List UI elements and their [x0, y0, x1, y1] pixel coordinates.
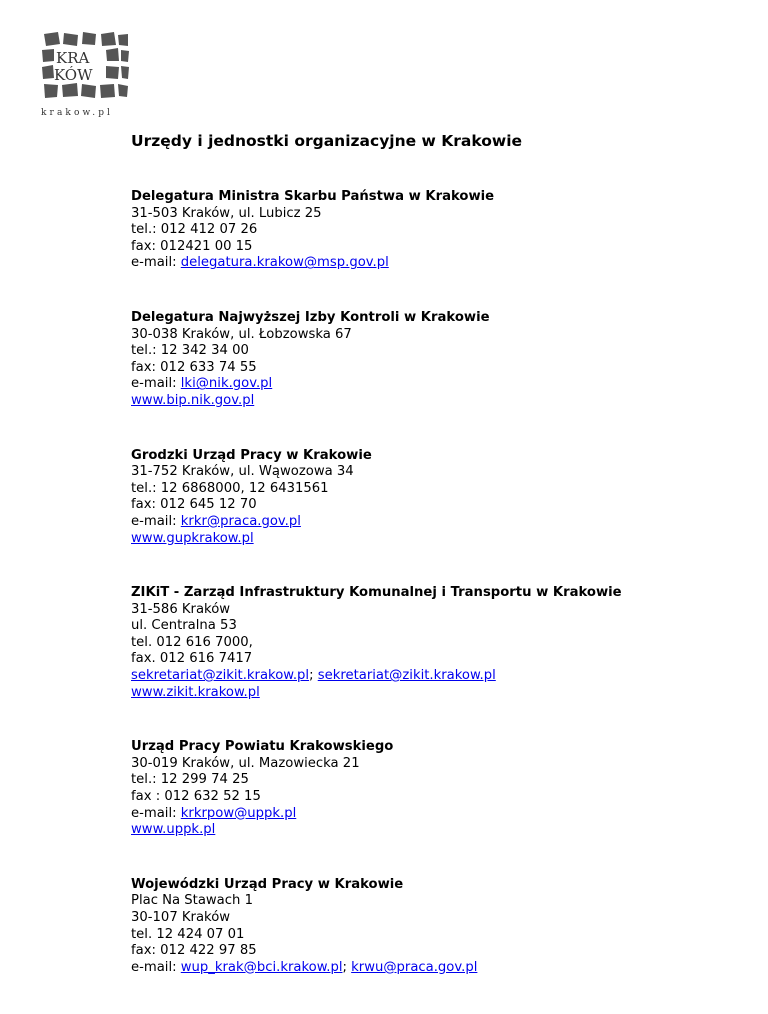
contact-link[interactable]: delegatura.krakow@msp.gov.pl	[180, 255, 389, 271]
organization-name: Wojewódzki Urząd Pracy w Krakowie	[131, 876, 404, 892]
contact-text: ;	[342, 959, 352, 975]
contact-line	[131, 343, 751, 360]
contact-line	[131, 376, 751, 393]
contact-text: 31-586 Kraków	[131, 601, 231, 617]
contact-text: ul. Centralna 53	[131, 618, 237, 634]
contact-line	[131, 618, 751, 635]
contact-line	[131, 531, 751, 548]
contact-link[interactable]: sekretariat@zikit.krakow.pl	[131, 668, 310, 684]
contact-line	[131, 393, 751, 410]
contact-line	[131, 206, 751, 223]
contact-link[interactable]: www.bip.nik.gov.pl	[131, 392, 255, 408]
contact-text: 31-752 Kraków, ul. Wąwozowa 34	[131, 464, 354, 480]
organization-name: Urząd Pracy Powiatu Krakowskiego	[131, 739, 394, 755]
contact-text: tel.: 12 342 34 00	[131, 343, 249, 359]
main-content	[131, 131, 751, 1014]
contact-link[interactable]: www.zikit.krakow.pl	[131, 684, 260, 700]
organization-entry	[131, 189, 751, 272]
contact-text: e-mail:	[131, 376, 181, 392]
contact-text: tel.: 012 412 07 26	[131, 222, 258, 238]
contact-link[interactable]: wup_krak@bci.krakow.pl	[180, 959, 343, 975]
contact-line	[131, 960, 751, 977]
contact-text: e-mail:	[131, 959, 181, 975]
contact-link[interactable]: krwu@praca.gov.pl	[351, 959, 478, 975]
contact-line	[131, 239, 751, 256]
contact-text: e-mail:	[131, 805, 181, 821]
contact-text: tel. 12 424 07 01	[131, 926, 245, 942]
contact-link[interactable]: www.uppk.pl	[131, 822, 216, 838]
logo-caption: krakow.pl	[41, 108, 114, 118]
contact-line	[131, 635, 751, 652]
contact-line	[131, 685, 751, 702]
contact-line	[131, 602, 751, 619]
contact-text: fax : 012 632 52 15	[131, 789, 261, 805]
contact-line	[131, 668, 751, 685]
contact-text: tel. 012 616 7000,	[131, 634, 253, 650]
contact-line	[131, 910, 751, 927]
organization-entry	[131, 585, 751, 701]
contact-text: ;	[309, 668, 318, 684]
contact-text: tel.: 12 6868000, 12 6431561	[131, 480, 329, 496]
contact-line	[131, 360, 751, 377]
logo-text-top: KRA	[56, 49, 90, 67]
contact-text: tel.: 12 299 74 25	[131, 772, 249, 788]
organization-entry	[131, 877, 751, 977]
contact-line	[131, 772, 751, 789]
contact-line	[131, 822, 751, 839]
contact-text: fax: 012 633 74 55	[131, 359, 257, 375]
organization-name: Delegatura Najwyższej Izby Kontroli w Krakowie	[131, 309, 490, 325]
contact-line	[131, 893, 751, 910]
krakow-logo	[40, 30, 130, 120]
contact-line	[131, 806, 751, 823]
organization-name: Grodzki Urząd Pracy w Krakowie	[131, 447, 372, 463]
page-title: Urzędy i jednostki organizacyjne w Krakowie	[131, 132, 523, 150]
contact-line	[131, 222, 751, 239]
contact-line	[131, 651, 751, 668]
contact-text: 30-019 Kraków, ul. Mazowiecka 21	[131, 755, 360, 771]
organization-entry	[131, 310, 751, 410]
contact-text: Plac Na Stawach 1	[131, 893, 253, 909]
contact-line	[131, 497, 751, 514]
contact-text: 30-107 Kraków	[131, 910, 231, 925]
contact-link[interactable]: krkr@praca.gov.pl	[180, 513, 301, 529]
contact-line	[131, 927, 751, 944]
contact-text: fax: 012 645 12 70	[131, 497, 257, 513]
contact-text: fax: 012421 00 15	[131, 238, 253, 254]
contact-line	[131, 255, 751, 272]
contact-line	[131, 464, 751, 481]
contact-link[interactable]: www.gupkrakow.pl	[131, 530, 254, 546]
organization-list	[131, 189, 751, 976]
contact-text: fax. 012 616 7417	[131, 651, 253, 667]
contact-line	[131, 481, 751, 498]
contact-text: 30-038 Kraków, ul. Łobzowska 67	[131, 326, 352, 342]
contact-line	[131, 789, 751, 806]
contact-line	[131, 327, 751, 344]
contact-link[interactable]: krkrpow@uppk.pl	[180, 805, 297, 821]
contact-text: fax: 012 422 97 85	[131, 943, 257, 959]
contact-text: 31-503 Kraków, ul. Lubicz 25	[131, 205, 322, 221]
organization-entry	[131, 739, 751, 839]
krakow-logo-graphic	[40, 30, 130, 108]
contact-line	[131, 756, 751, 773]
organization-entry	[131, 448, 751, 548]
contact-text: e-mail:	[131, 255, 181, 271]
contact-link[interactable]: lki@nik.gov.pl	[180, 376, 273, 392]
contact-line	[131, 943, 751, 960]
contact-link[interactable]: sekretariat@zikit.krakow.pl	[317, 668, 496, 684]
contact-line	[131, 514, 751, 531]
contact-text: e-mail:	[131, 513, 181, 529]
organization-name: ZIKiT - Zarząd Infrastruktury Komunalnej i Transportu w Krakowie	[131, 585, 622, 601]
logo-text-bottom: KÓW	[54, 66, 93, 84]
organization-name: Delegatura Ministra Skarbu Państwa w Krakowie	[131, 189, 495, 204]
